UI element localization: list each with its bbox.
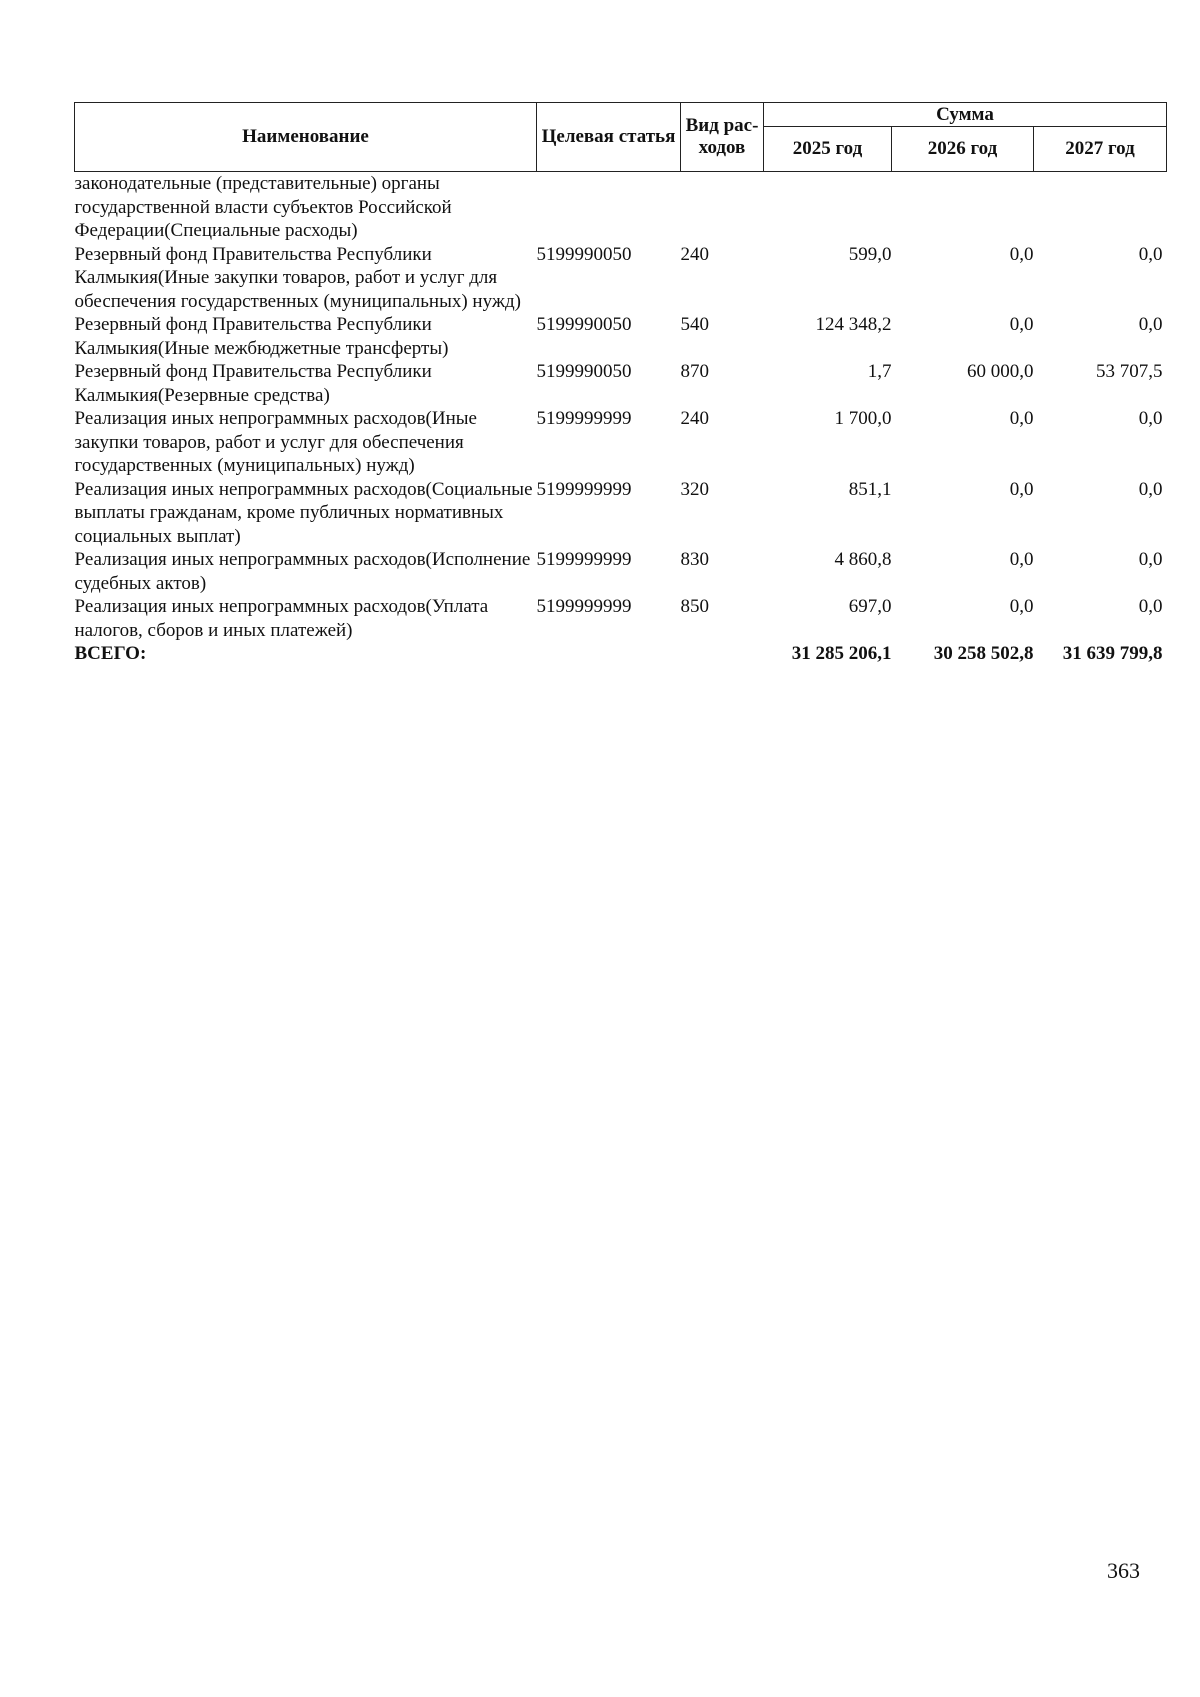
row-2026 (892, 172, 1034, 243)
table-row (75, 548, 1167, 595)
page-number: 363 (1107, 1558, 1140, 1583)
row-2027: 0,0 (1138, 243, 1163, 265)
row-kind: 870 (680, 361, 709, 382)
table-row (75, 478, 1167, 549)
header-year-2026: 2026 год (892, 127, 1034, 172)
row-code: 5199999999 (536, 596, 632, 617)
row-name: Реализация иных непрограммных расходов(Социальные выплаты гражданам, кроме публичных нормативных социальных выплат) (74, 478, 533, 547)
row-2027: 0,0 (1138, 596, 1163, 617)
row-2025: 1 700,0 (834, 408, 892, 429)
row-kind: 830 (680, 549, 709, 570)
row-code: 5199990050 (536, 243, 632, 265)
table-header (75, 103, 1167, 172)
row-code (537, 172, 681, 243)
table-row (75, 595, 1167, 642)
header-sum: Сумма (764, 103, 1167, 127)
row-2026: 0,0 (1009, 478, 1034, 500)
row-2025: 4 860,8 (834, 549, 892, 570)
row-2027 (1034, 172, 1167, 243)
table-body (75, 172, 1167, 666)
row-code: 5199999999 (536, 478, 632, 500)
row-name: Реализация иных непрограммных расходов(Иные закупки товаров, работ и услуг для обеспечения государственных (муниципальных) нужд) (74, 408, 477, 476)
table-row (75, 243, 1167, 314)
table-row (75, 172, 1167, 243)
table-row (75, 313, 1167, 360)
row-name: Резервный фонд Правительства Республики Калмыкия(Иные закупки товаров, работ и услуг для обеспечения государственных (муниципальных) нужд) (74, 243, 521, 312)
header-year-2027: 2027 год (1034, 127, 1167, 172)
row-2026: 60 000,0 (967, 361, 1034, 382)
row-kind: 540 (680, 314, 709, 335)
row-2027: 0,0 (1138, 478, 1163, 500)
row-code: 5199999999 (536, 549, 632, 570)
row-name: Резервный фонд Правительства Республики Калмыкия(Иные межбюджетные трансферты) (74, 314, 449, 359)
row-2027: 0,0 (1138, 549, 1163, 570)
header-year-2025: 2025 год (764, 127, 892, 172)
row-name: законодательные (представительные) органы государственной власти субъектов Российской Федерации(Специальные расходы) (74, 173, 452, 241)
row-code: 5199990050 (536, 361, 632, 382)
row-name: Резервный фонд Правительства Республики Калмыкия(Резервные средства) (74, 361, 432, 406)
row-kind: 320 (680, 478, 709, 500)
row-name: Реализация иных непрограммных расходов(Исполнение судебных актов) (74, 549, 531, 594)
header-name: Наименование (75, 103, 537, 172)
total-2025: 31 285 206,1 (791, 643, 892, 664)
table-row (75, 360, 1167, 407)
row-2026: 0,0 (1009, 549, 1034, 570)
row-2026: 0,0 (1009, 243, 1034, 265)
row-name: Реализация иных непрограммных расходов(Уплата налогов, сборов и иных платежей) (74, 596, 489, 641)
row-kind (681, 172, 764, 243)
row-2025 (764, 172, 892, 243)
row-2027: 0,0 (1138, 408, 1163, 429)
header-expense-type: Вид рас-ходов (681, 103, 764, 172)
row-code: 5199999999 (536, 408, 632, 429)
table-row (75, 407, 1167, 478)
row-2026: 0,0 (1009, 314, 1034, 335)
row-2025: 851,1 (848, 478, 892, 500)
total-label: ВСЕГО: (74, 643, 147, 664)
row-2025: 124 348,2 (815, 314, 892, 335)
row-2025: 697,0 (848, 596, 892, 617)
header-target-article: Целевая статья (537, 103, 681, 172)
row-2025: 599,0 (848, 243, 892, 265)
row-2026: 0,0 (1009, 408, 1034, 429)
row-2027: 53 707,5 (1096, 361, 1163, 382)
row-2027: 0,0 (1138, 314, 1163, 335)
row-kind: 240 (680, 408, 709, 429)
budget-table (74, 102, 1167, 666)
total-2027: 31 639 799,8 (1062, 643, 1163, 664)
row-2025: 1,7 (867, 361, 892, 382)
total-2026: 30 258 502,8 (933, 643, 1034, 664)
row-kind: 850 (680, 596, 709, 617)
row-kind: 240 (680, 243, 709, 265)
row-2026: 0,0 (1009, 596, 1034, 617)
row-code: 5199990050 (536, 314, 632, 335)
total-row (75, 642, 1167, 666)
